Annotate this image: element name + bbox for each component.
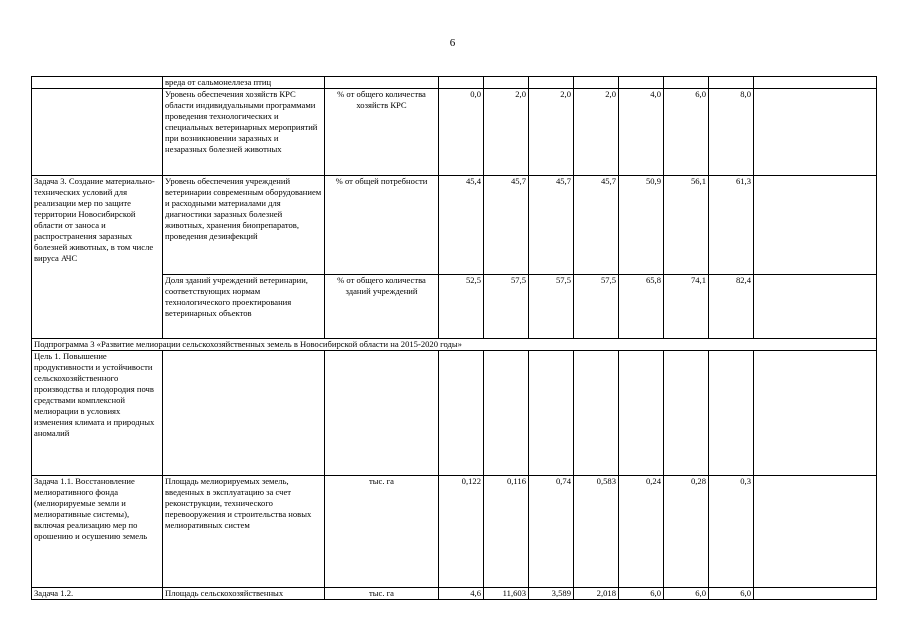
indicator-cell: Площадь сельскохозяйственных	[163, 588, 325, 600]
indicator-cell: Доля зданий учреждений ветеринарии, соответствующих нормам технологического проектирования ветеринарных объектов	[163, 275, 325, 339]
value-cell: 45,7	[529, 176, 574, 275]
task-cell	[32, 89, 163, 176]
unit-cell: тыс. га	[325, 588, 439, 600]
value-cell: 4,0	[619, 89, 664, 176]
value-cell: 0,0	[439, 89, 484, 176]
indicator-cell: Уровень обеспечения учреждений ветеринарии современным оборудованием и расходными материалами для диагностики заразных болезней животных, хранения биопрепаратов, проведения дезинфекций	[163, 176, 325, 275]
value-cell: 74,1	[664, 275, 709, 339]
table-row	[32, 476, 877, 588]
value-cell: 6,0	[664, 89, 709, 176]
empty-cell	[754, 89, 877, 176]
empty-cell	[754, 176, 877, 275]
indicator-cell: Площадь мелиорируемых земель, введенных в эксплуатацию за счет реконструкции, технического перевооружения и строительства новых мелиоративных систем	[163, 476, 325, 588]
table-row	[32, 77, 877, 89]
task-cell: Задача 1.2.	[32, 588, 163, 600]
value-cell: 45,7	[484, 176, 529, 275]
table-row	[32, 588, 877, 600]
unit-cell: тыс. га	[325, 476, 439, 588]
value-cell: 57,5	[484, 275, 529, 339]
value-cell: 8,0	[709, 89, 754, 176]
indicators-table	[31, 76, 877, 600]
value-cell: 0,28	[664, 476, 709, 588]
value-cell: 2,0	[484, 89, 529, 176]
value-cell: 6,0	[619, 588, 664, 600]
value-cell: 82,4	[709, 275, 754, 339]
value-cell: 0,583	[574, 476, 619, 588]
value-cell: 45,7	[574, 176, 619, 275]
value-cell: 4,6	[439, 588, 484, 600]
value-cell: 0,74	[529, 476, 574, 588]
indicator-cell: Уровень обеспечения хозяйств КРС области индивидуальными программами проведения технологических и специальных ветеринарных мероприятий при возникновении заразных и незаразных болезней животных	[163, 89, 325, 176]
value-cell: 45,4	[439, 176, 484, 275]
empty-cell	[754, 476, 877, 588]
value-cell: 11,603	[484, 588, 529, 600]
value-cell: 0,3	[709, 476, 754, 588]
value-cell: 0,122	[439, 476, 484, 588]
table-row	[32, 89, 877, 176]
table-row	[32, 176, 877, 275]
value-cell: 57,5	[574, 275, 619, 339]
value-cell: 6,0	[664, 588, 709, 600]
empty-cell	[754, 588, 877, 600]
value-cell: 2,0	[574, 89, 619, 176]
unit-cell: % от общей потребности	[325, 176, 439, 275]
value-cell: 6,0	[709, 588, 754, 600]
task-cell: Задача 1.1. Восстановление мелиоративного фонда (мелиорируемые земли и мелиоративные системы), включая реализацию мер по орошению и осушению земель	[32, 476, 163, 588]
value-cell: 3,589	[529, 588, 574, 600]
value-cell: 0,24	[619, 476, 664, 588]
value-cell: 2,018	[574, 588, 619, 600]
table-row	[32, 339, 877, 351]
value-cell: 52,5	[439, 275, 484, 339]
empty-cell	[754, 275, 877, 339]
value-cell: 57,5	[529, 275, 574, 339]
task-cell	[32, 77, 163, 89]
subprogram-title: Подпрограмма 3 «Развитие мелиорации сельскохозяйственных земель в Новосибирской области на 2015-2020 годы»	[32, 339, 877, 351]
value-cell: 2,0	[529, 89, 574, 176]
indicator-cell: вреда от сальмонеллеза птиц	[163, 77, 325, 89]
table-row	[32, 351, 877, 476]
value-cell: 61,3	[709, 176, 754, 275]
goal-cell: Цель 1. Повышение продуктивности и устойчивости сельскохозяйственного производства и плодородия почв средствами комплексной мелиорации в условиях изменения климата и природных аномалий	[32, 351, 163, 476]
value-cell: 65,8	[619, 275, 664, 339]
value-cell: 56,1	[664, 176, 709, 275]
unit-cell: % от общего количества хозяйств КРС	[325, 89, 439, 176]
task-cell: Задача 3. Создание материально-технических условий для реализации мер по защите территории Новосибирской области от заноса и распространения заразных болезней животных, в том числе вируса АЧС	[32, 176, 163, 339]
page-number: 6	[449, 37, 456, 49]
value-cell: 50,9	[619, 176, 664, 275]
value-cell: 0,116	[484, 476, 529, 588]
unit-cell: % от общего количества зданий учреждений	[325, 275, 439, 339]
